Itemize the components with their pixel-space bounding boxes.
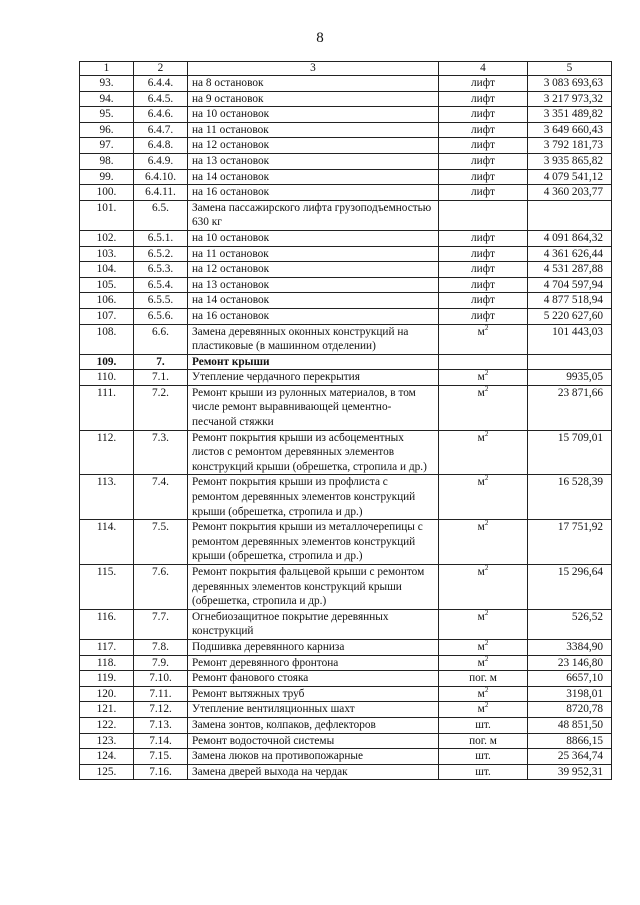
unit-cell: лифт	[439, 293, 528, 309]
cost-cell: 39 952,31	[528, 764, 612, 780]
row-number-cell: 122.	[80, 717, 134, 733]
table-row	[80, 639, 612, 655]
cost-cell: 25 364,74	[528, 749, 612, 765]
cost-cell: 48 851,50	[528, 717, 612, 733]
table-row	[80, 655, 612, 671]
row-number-cell: 115.	[80, 565, 134, 610]
unit-cell: $м^2$	[439, 475, 528, 520]
cost-cell: 6657,10	[528, 671, 612, 687]
row-number-cell: 93.	[80, 76, 134, 92]
work-name-cell: Замена пассажирского лифта грузоподъемностью 630 кг	[188, 200, 439, 230]
table-row	[80, 153, 612, 169]
cost-cell: 5 220 627,60	[528, 308, 612, 324]
item-code-cell: 7.12.	[134, 702, 188, 718]
row-number-cell: 111.	[80, 385, 134, 430]
unit-cell: $м^2$	[439, 324, 528, 354]
unit-cell: шт.	[439, 764, 528, 780]
row-number-cell: 98.	[80, 153, 134, 169]
table-row	[80, 686, 612, 702]
unit-cell: $м^2$	[439, 385, 528, 430]
row-number-cell: 101.	[80, 200, 134, 230]
cost-cell: 4 361 626,44	[528, 246, 612, 262]
cost-cell: 4 360 203,77	[528, 185, 612, 201]
cost-cell: 8866,15	[528, 733, 612, 749]
row-number-cell: 112.	[80, 430, 134, 475]
table-header-row	[80, 62, 612, 76]
item-code-cell: 6.5.1.	[134, 230, 188, 246]
unit-cell: лифт	[439, 76, 528, 92]
item-code-cell: 6.4.7.	[134, 122, 188, 138]
table-row	[80, 230, 612, 246]
cost-cell	[528, 200, 612, 230]
unit-cell: $м^2$	[439, 370, 528, 386]
table-row	[80, 764, 612, 780]
cost-cell: 3 351 489,82	[528, 107, 612, 123]
cost-cell: 3 792 181,73	[528, 138, 612, 154]
row-number-cell: 121.	[80, 702, 134, 718]
cost-cell: 3 083 693,63	[528, 76, 612, 92]
unit-cell: пог. м	[439, 671, 528, 687]
work-name-cell: Ремонт фанового стояка	[188, 671, 439, 687]
table-row	[80, 107, 612, 123]
table-row	[80, 324, 612, 354]
work-name-cell: Ремонт покрытия крыши из металлочерепицы с ремонтом деревянных элементов конструкций крыши (обрешетка, стропила и др.)	[188, 520, 439, 565]
item-code-cell: 6.5.6.	[134, 308, 188, 324]
cost-cell: 3198,01	[528, 686, 612, 702]
unit-cell: лифт	[439, 230, 528, 246]
row-number-cell: 100.	[80, 185, 134, 201]
header-cell: 5	[528, 62, 612, 76]
row-number-cell: 95.	[80, 107, 134, 123]
row-number-cell: 105.	[80, 277, 134, 293]
work-name-cell: Ремонт водосточной системы	[188, 733, 439, 749]
table-row	[80, 76, 612, 92]
item-code-cell: 6.5.2.	[134, 246, 188, 262]
cost-cell: 4 704 597,94	[528, 277, 612, 293]
unit-cell: лифт	[439, 262, 528, 278]
work-name-cell: на 11 остановок	[188, 122, 439, 138]
table-row	[80, 717, 612, 733]
unit-cell: лифт	[439, 246, 528, 262]
row-number-cell: 116.	[80, 609, 134, 639]
item-code-cell: 6.4.9.	[134, 153, 188, 169]
item-code-cell: 6.4.8.	[134, 138, 188, 154]
work-name-cell: на 8 остановок	[188, 76, 439, 92]
item-code-cell: 7.4.	[134, 475, 188, 520]
cost-cell: 4 091 864,32	[528, 230, 612, 246]
work-name-cell: Ремонт вытяжных труб	[188, 686, 439, 702]
unit-cell: $м^2$	[439, 702, 528, 718]
cost-cell: 23 146,80	[528, 655, 612, 671]
unit-cell: $м^2$	[439, 686, 528, 702]
work-name-cell: Замена люков на противопожарные	[188, 749, 439, 765]
table-row	[80, 385, 612, 430]
price-table	[79, 61, 612, 780]
item-code-cell: 7.10.	[134, 671, 188, 687]
work-name-cell: на 14 остановок	[188, 293, 439, 309]
row-number-cell: 106.	[80, 293, 134, 309]
row-number-cell: 120.	[80, 686, 134, 702]
cost-cell: 4 877 518,94	[528, 293, 612, 309]
table-row	[80, 565, 612, 610]
work-name-cell: на 13 остановок	[188, 277, 439, 293]
item-code-cell: 7.9.	[134, 655, 188, 671]
row-number-cell: 124.	[80, 749, 134, 765]
item-code-cell: 7.14.	[134, 733, 188, 749]
item-code-cell: 6.4.6.	[134, 107, 188, 123]
table-row	[80, 671, 612, 687]
table-row	[80, 246, 612, 262]
item-code-cell: 7.13.	[134, 717, 188, 733]
cost-cell: 101 443,03	[528, 324, 612, 354]
work-name-cell: Ремонт крыши из рулонных материалов, в том числе ремонт выравнивающей цементно-песчаной стяжки	[188, 385, 439, 430]
cost-cell: 17 751,92	[528, 520, 612, 565]
unit-cell: $м^2$	[439, 639, 528, 655]
cost-cell: 15 709,01	[528, 430, 612, 475]
cost-cell: 4 079 541,12	[528, 169, 612, 185]
unit-cell: пог. м	[439, 733, 528, 749]
unit-cell: $м^2$	[439, 565, 528, 610]
cost-cell: 526,52	[528, 609, 612, 639]
item-code-cell: 6.4.5.	[134, 91, 188, 107]
unit-cell	[439, 200, 528, 230]
item-code-cell: 7.6.	[134, 565, 188, 610]
header-cell: 2	[134, 62, 188, 76]
row-number-cell: 125.	[80, 764, 134, 780]
table-row	[80, 293, 612, 309]
item-code-cell: 6.4.10.	[134, 169, 188, 185]
work-name-cell: на 14 остановок	[188, 169, 439, 185]
unit-cell: лифт	[439, 185, 528, 201]
table-row	[80, 122, 612, 138]
work-name-cell: Огнебиозащитное покрытие деревянных конструкций	[188, 609, 439, 639]
item-code-cell: 6.5.3.	[134, 262, 188, 278]
table-row	[80, 749, 612, 765]
work-name-cell: Ремонт покрытия крыши из профлиста с ремонтом деревянных элементов конструкций крыши (обрешетка, стропила и др.)	[188, 475, 439, 520]
cost-cell: 3 649 660,43	[528, 122, 612, 138]
row-number-cell: 113.	[80, 475, 134, 520]
item-code-cell: 7.	[134, 354, 188, 370]
row-number-cell: 119.	[80, 671, 134, 687]
row-number-cell: 117.	[80, 639, 134, 655]
cost-cell: 23 871,66	[528, 385, 612, 430]
work-name-cell: Подшивка деревянного карниза	[188, 639, 439, 655]
row-number-cell: 110.	[80, 370, 134, 386]
item-code-cell: 7.2.	[134, 385, 188, 430]
table-row	[80, 185, 612, 201]
work-name-cell: на 9 остановок	[188, 91, 439, 107]
work-name-cell: на 16 остановок	[188, 185, 439, 201]
unit-cell: $м^2$	[439, 430, 528, 475]
row-number-cell: 109.	[80, 354, 134, 370]
cost-cell: 15 296,64	[528, 565, 612, 610]
work-name-cell: Утепление чердачного перекрытия	[188, 370, 439, 386]
work-name-cell: на 16 остановок	[188, 308, 439, 324]
table-row	[80, 475, 612, 520]
row-number-cell: 96.	[80, 122, 134, 138]
row-number-cell: 123.	[80, 733, 134, 749]
item-code-cell: 6.4.11.	[134, 185, 188, 201]
table-row	[80, 733, 612, 749]
unit-cell: лифт	[439, 308, 528, 324]
table-row	[80, 702, 612, 718]
unit-cell: шт.	[439, 717, 528, 733]
item-code-cell: 6.5.4.	[134, 277, 188, 293]
work-name-cell: на 11 остановок	[188, 246, 439, 262]
work-name-cell: на 12 остановок	[188, 138, 439, 154]
item-code-cell: 7.5.	[134, 520, 188, 565]
work-name-cell: Утепление вентиляционных шахт	[188, 702, 439, 718]
unit-cell: лифт	[439, 169, 528, 185]
item-code-cell: 6.4.4.	[134, 76, 188, 92]
row-number-cell: 108.	[80, 324, 134, 354]
work-name-cell: на 10 остановок	[188, 107, 439, 123]
table-row	[80, 262, 612, 278]
unit-cell: $м^2$	[439, 609, 528, 639]
work-name-cell: Замена дверей выхода на чердак	[188, 764, 439, 780]
cost-cell	[528, 354, 612, 370]
cost-cell: 3384,90	[528, 639, 612, 655]
cost-cell: 4 531 287,88	[528, 262, 612, 278]
unit-cell: лифт	[439, 153, 528, 169]
header-cell: 4	[439, 62, 528, 76]
unit-cell: лифт	[439, 91, 528, 107]
unit-cell: лифт	[439, 107, 528, 123]
row-number-cell: 118.	[80, 655, 134, 671]
work-name-cell: на 10 остановок	[188, 230, 439, 246]
table-row	[80, 370, 612, 386]
table-row	[80, 430, 612, 475]
work-name-cell: Замена зонтов, колпаков, дефлекторов	[188, 717, 439, 733]
item-code-cell: 6.5.5.	[134, 293, 188, 309]
work-name-cell: на 12 остановок	[188, 262, 439, 278]
row-number-cell: 107.	[80, 308, 134, 324]
table-row	[80, 308, 612, 324]
work-name-cell: Ремонт деревянного фронтона	[188, 655, 439, 671]
unit-cell: шт.	[439, 749, 528, 765]
cost-cell: 16 528,39	[528, 475, 612, 520]
work-name-cell: Ремонт покрытия фальцевой крыши с ремонтом деревянных элементов конструкций крыши (обрешетка, стропила и др.)	[188, 565, 439, 610]
row-number-cell: 99.	[80, 169, 134, 185]
row-number-cell: 94.	[80, 91, 134, 107]
item-code-cell: 7.3.	[134, 430, 188, 475]
table-row	[80, 609, 612, 639]
work-name-cell: на 13 остановок	[188, 153, 439, 169]
table-row	[80, 91, 612, 107]
row-number-cell: 97.	[80, 138, 134, 154]
item-code-cell: 7.8.	[134, 639, 188, 655]
page-number: 8	[316, 30, 324, 46]
work-name-cell: Замена деревянных оконных конструкций на пластиковые (в машинном отделении)	[188, 324, 439, 354]
item-code-cell: 7.11.	[134, 686, 188, 702]
cost-cell: 3 935 865,82	[528, 153, 612, 169]
unit-cell: лифт	[439, 138, 528, 154]
cost-cell: 8720,78	[528, 702, 612, 718]
table-row	[80, 354, 612, 370]
work-name-cell: Ремонт покрытия крыши из асбоцементных листов с ремонтом деревянных элементов конструкций крыши (обрешетка, стропила и др.)	[188, 430, 439, 475]
item-code-cell: 7.1.	[134, 370, 188, 386]
table-row	[80, 520, 612, 565]
unit-cell: $м^2$	[439, 520, 528, 565]
header-cell: 1	[80, 62, 134, 76]
unit-cell: лифт	[439, 277, 528, 293]
unit-cell	[439, 354, 528, 370]
table-row	[80, 138, 612, 154]
table-row	[80, 200, 612, 230]
item-code-cell: 6.6.	[134, 324, 188, 354]
table-row	[80, 169, 612, 185]
row-number-cell: 103.	[80, 246, 134, 262]
item-code-cell: 7.15.	[134, 749, 188, 765]
work-name-cell: Ремонт крыши	[188, 354, 439, 370]
row-number-cell: 102.	[80, 230, 134, 246]
item-code-cell: 7.16.	[134, 764, 188, 780]
item-code-cell: 7.7.	[134, 609, 188, 639]
cost-cell: 9935,05	[528, 370, 612, 386]
row-number-cell: 114.	[80, 520, 134, 565]
table-body	[80, 76, 612, 780]
item-code-cell: 6.5.	[134, 200, 188, 230]
table-row	[80, 277, 612, 293]
cost-cell: 3 217 973,32	[528, 91, 612, 107]
row-number-cell: 104.	[80, 262, 134, 278]
header-cell: 3	[188, 62, 439, 76]
unit-cell: $м^2$	[439, 655, 528, 671]
unit-cell: лифт	[439, 122, 528, 138]
